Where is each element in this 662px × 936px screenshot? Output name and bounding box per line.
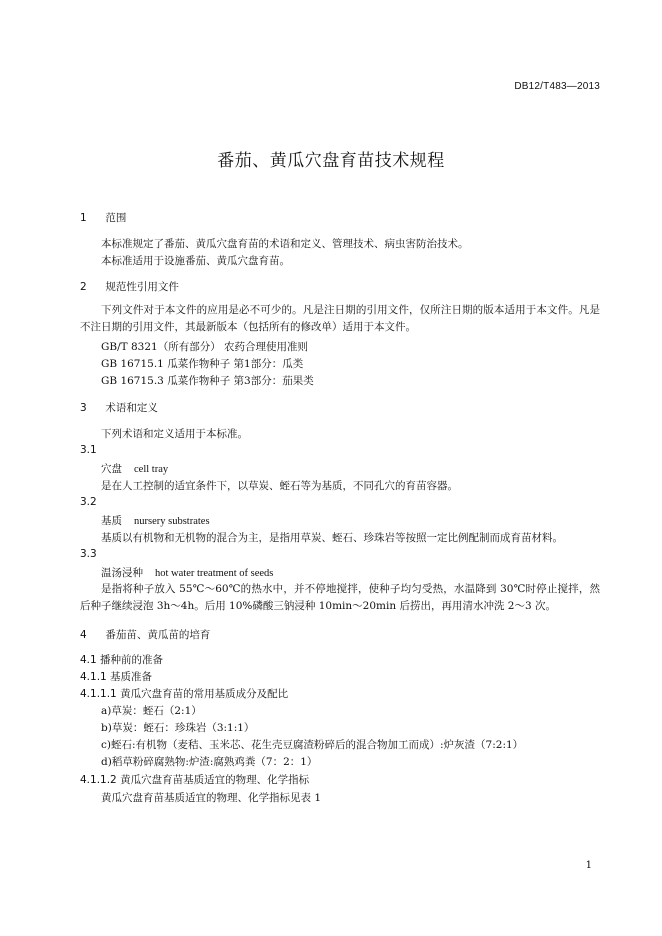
term-definition: 基质以有机物和无机物的混合为主，是指用草炭、蛭石、珍珠岩等按照一定比例配制而成育苗材料。	[101, 532, 563, 544]
paragraph: 本标准规定了番茄、黄瓜穴盘育苗的术语和定义、管理技术、病虫害防治技术。	[101, 238, 469, 250]
section-1-heading	[80, 210, 126, 225]
term-en: hot water treatment of seeds	[155, 568, 274, 579]
section-title: 规范性引用文件	[105, 281, 179, 293]
page-number: 1	[585, 860, 592, 871]
list-item: d)稻草粉碎腐熟物:炉渣:腐熟鸡粪（7：2：1）	[101, 756, 318, 768]
section-number: 3	[80, 402, 87, 414]
section-title: 术语和定义	[105, 402, 158, 414]
subsection-heading: 4.1.1.2 黄瓜穴盘育苗基质适宜的物理、化学指标	[80, 774, 310, 786]
section-number: 1	[80, 212, 87, 224]
term-number: 3.1	[80, 444, 97, 456]
subsection-heading: 4.1 播种前的准备	[80, 654, 164, 666]
term-heading	[101, 565, 273, 580]
section-number: 4	[80, 629, 87, 641]
term-number: 3.3	[80, 548, 97, 560]
list-item: c)蛭石:有机物（麦秸、玉米芯、花生壳豆腐渣粉碎后的混合物加工而成）:炉灰渣（7:2:1）	[101, 739, 524, 751]
list-item: a)草炭：蛭石（2:1）	[101, 705, 202, 717]
reference-item: GB 16715.1 瓜菜作物种子 第1部分：瓜类	[101, 358, 304, 370]
section-title: 番茄苗、黄瓜苗的培育	[105, 629, 211, 641]
term-zh: 穴盘	[101, 463, 122, 475]
term-heading	[101, 461, 168, 476]
section-title: 范围	[105, 212, 127, 224]
paragraph: 下列术语和定义适用于本标准。	[101, 428, 248, 440]
term-definition: 是在人工控制的适宜条件下，以草炭、蛭石等为基质，不同孔穴的育苗容器。	[101, 480, 458, 492]
paragraph: 本标准适用于设施番茄、黄瓜穴盘育苗。	[101, 255, 290, 267]
term-heading	[101, 513, 210, 528]
section-3-heading	[80, 400, 158, 415]
subsection-heading: 4.1.1.1 黄瓜穴盘育苗的常用基质成分及配比	[80, 688, 289, 700]
subsection-heading: 4.1.1 基质准备	[80, 671, 153, 683]
reference-item: GB 16715.3 瓜菜作物种子 第3部分：茄果类	[101, 375, 314, 387]
section-number: 2	[80, 281, 87, 293]
term-en: cell tray	[134, 464, 169, 475]
page-title: 番茄、黄瓜穴盘育苗技术规程	[217, 151, 445, 171]
term-en: nursery substrates	[134, 516, 210, 527]
list-item: b)草炭：蛭石：珍珠岩（3:1:1）	[101, 722, 255, 734]
term-number: 3.2	[80, 496, 97, 508]
term-definition: 是指将种子放入 55℃～60℃的热水中，并不停地搅拌，使种子均匀受热，水温降到 30℃时停止搅拌，然后种子继续浸泡 3h～4h。后用 10%磷酸三钠浸种 10min～20min 后捞出，再用清水冲洗 2～3 次。	[80, 583, 600, 612]
term-zh: 基质	[101, 515, 122, 527]
paragraph: 下列文件对于本文件的应用是必不可少的。凡是注日期的引用文件，仅所注日期的版本适用于本文件。凡是不注日期的引用文件，其最新版本（包括所有的修改单）适用于本文件。	[80, 304, 600, 333]
section-2-heading	[80, 279, 179, 294]
reference-item: GB/T 8321（所有部分） 农药合理使用准则	[101, 341, 309, 353]
term-zh: 温汤浸种	[101, 567, 143, 579]
section-4-heading	[80, 627, 210, 642]
standard-number: DB12/T483—2013	[514, 81, 600, 92]
paragraph: 黄瓜穴盘育苗基质适宜的物理、化学指标见表 1	[101, 792, 322, 804]
